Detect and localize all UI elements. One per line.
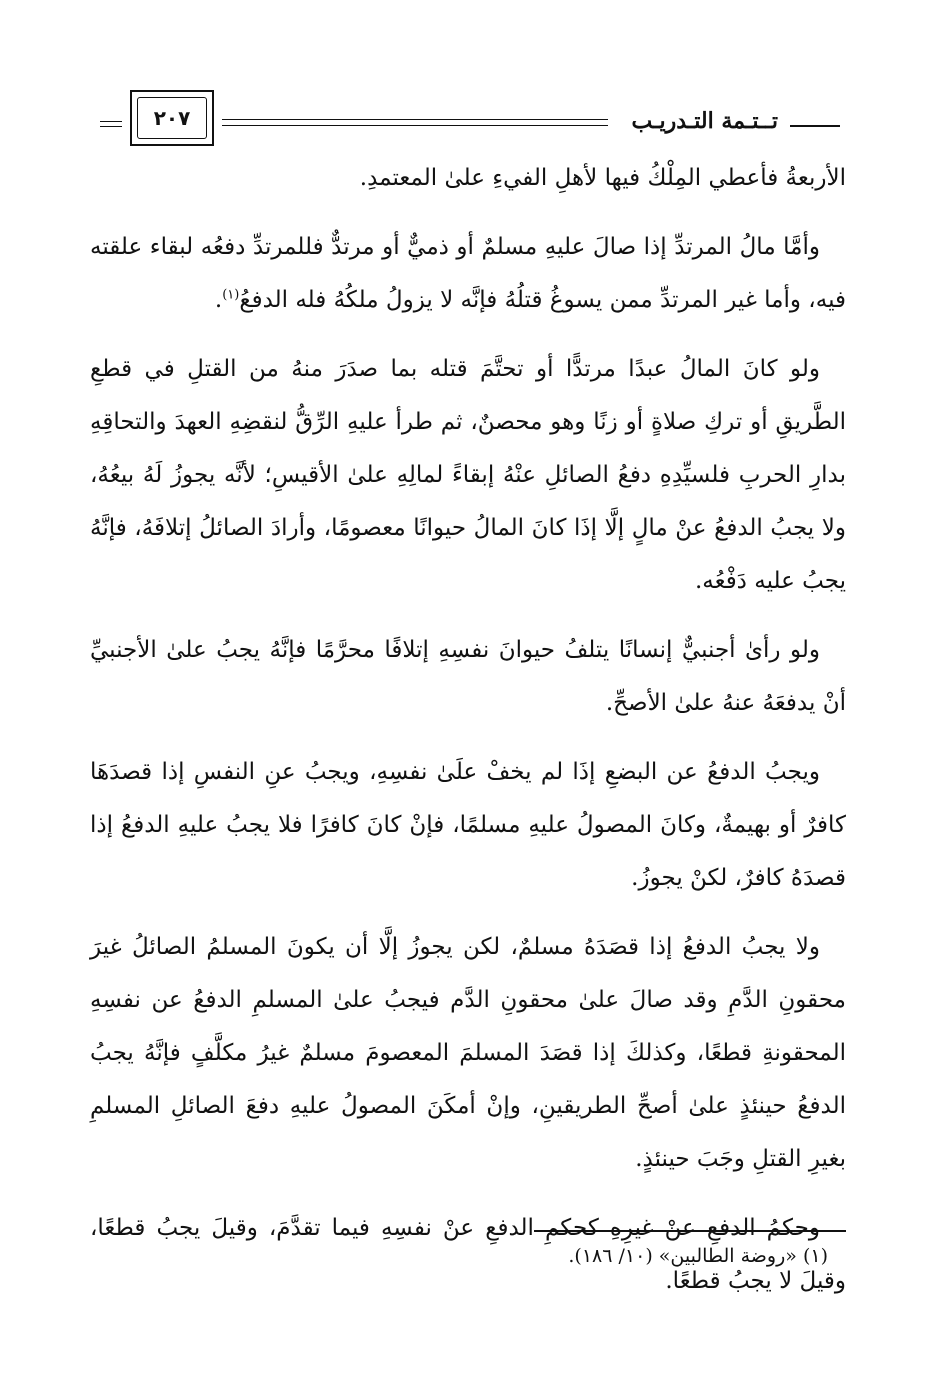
header-dash-left	[100, 121, 122, 127]
main-text	[90, 152, 846, 1324]
paragraph-text: وأمَّا مالُ المرتدِّ إذا صالَ عليهِ مسلمٌ أو ذميٌّ أو مرتدٌّ فللمرتدِّ دفعُه لبقاء علقته فيه، وأما غير المرتدِّ ممن يسوغُ قتلُهُ فإنَّه لا يزولُ ملكُهُ فله الدفعُ	[90, 234, 846, 313]
header-rule	[222, 119, 608, 126]
footnote: (١) «روضة الطالبين» (١٠/ ١٨٦).	[568, 1245, 828, 1267]
paragraph	[90, 221, 846, 327]
header-dash	[790, 125, 840, 127]
paragraph: وحكمُ الدفعِ عنْ غيرِهِ كحكمِ الدفعِ عنْ نفسِهِ فيما تقدَّمَ، وقيلَ يجبُ قطعًا، وقيلَ لا يجبُ قطعًا.	[90, 1215, 846, 1294]
paragraph-end: .	[214, 287, 223, 313]
paragraph: ويجبُ الدفعُ عن البضعِ إذَا لم يخفْ علَىٰ نفسِهِ، ويجبُ عنِ النفسِ إذا قصدَهَا كافرٌ أو بهيمةٌ، وكانَ المصولُ عليهِ مسلمًا، فإنْ كانَ كافرًا فلا يجبُ عليهِ الدفعُ إذا قصدَهُ كافرٌ، لكنْ يجوزُ.	[90, 759, 846, 891]
footnote-separator	[534, 1230, 846, 1232]
running-header	[100, 88, 840, 158]
footnote-marker[interactable]: (١)	[222, 287, 240, 303]
paragraph: ولا يجبُ الدفعُ إذا قصَدَهُ مسلمٌ، لكن يجوزُ إلَّا أن يكونَ المسلمُ الصائلُ غيرَ محقونِ الدَّمِ وقد صالَ علىٰ محقونِ الدَّم فيجبُ علىٰ المسلمِ الدفعُ عن نفسِهِ المحقونةِ قطعًا، وكذلكَ إذا قصَدَ المسلمَ المعصومَ مسلمٌ غيرُ مكلَّفٍ فإنَّهُ يجبُ الدفعُ حينئذٍ علىٰ أصحِّ الطريقينِ، وإنْ أمكَنَ المصولُ عليهِ دفعَ الصائلِ المسلمِ بغيرِ القتلِ وجَبَ حينئذٍ.	[90, 934, 846, 1172]
header-title: تــتـمة التـدريـب	[631, 108, 778, 134]
paragraph: ولو كانَ المالُ عبدًا مرتدًّا أو تحتَّمَ قتله بما صدَرَ منهُ من القتلِ في قطعِ الطَّريقِ أو تركِ صلاةٍ أو زنًا وهو محصنٌ، ثم طرأ عليهِ الرِّقُّ لنقضِهِ العهدَ والتحاقِهِ بدارِ الحربِ فلسيِّدِهِ دفعُ الصائلِ عنْهُ إبقاءً لمالِهِ علىٰ الأقيسِ؛ لأنَّه يجوزُ لَهُ بيعُهُ، ولا يجبُ الدفعُ عنْ مالٍ إلَّا إذَا كانَ المالُ حيوانًا معصومًا، وأرادَ الصائلُ إتلافَهُ، فإنَّهُ يجبُ عليه دَفْعُه.	[90, 356, 846, 594]
paragraph: الأربعةُ فأعطي المِلْكُ فيها لأهلِ الفيءِ علىٰ المعتمدِ.	[359, 165, 846, 191]
page-number-frame	[130, 90, 214, 146]
paragraph: ولو رأىٰ أجنبيٌّ إنسانًا يتلفُ حيوانَ نفسِهِ إتلافًا محرَّمًا فإنَّهُ يجبُ علىٰ الأجنبيِّ أنْ يدفعَهُ عنهُ علىٰ الأصحِّ.	[90, 637, 846, 716]
page-number: ٢٠٧	[153, 106, 191, 130]
